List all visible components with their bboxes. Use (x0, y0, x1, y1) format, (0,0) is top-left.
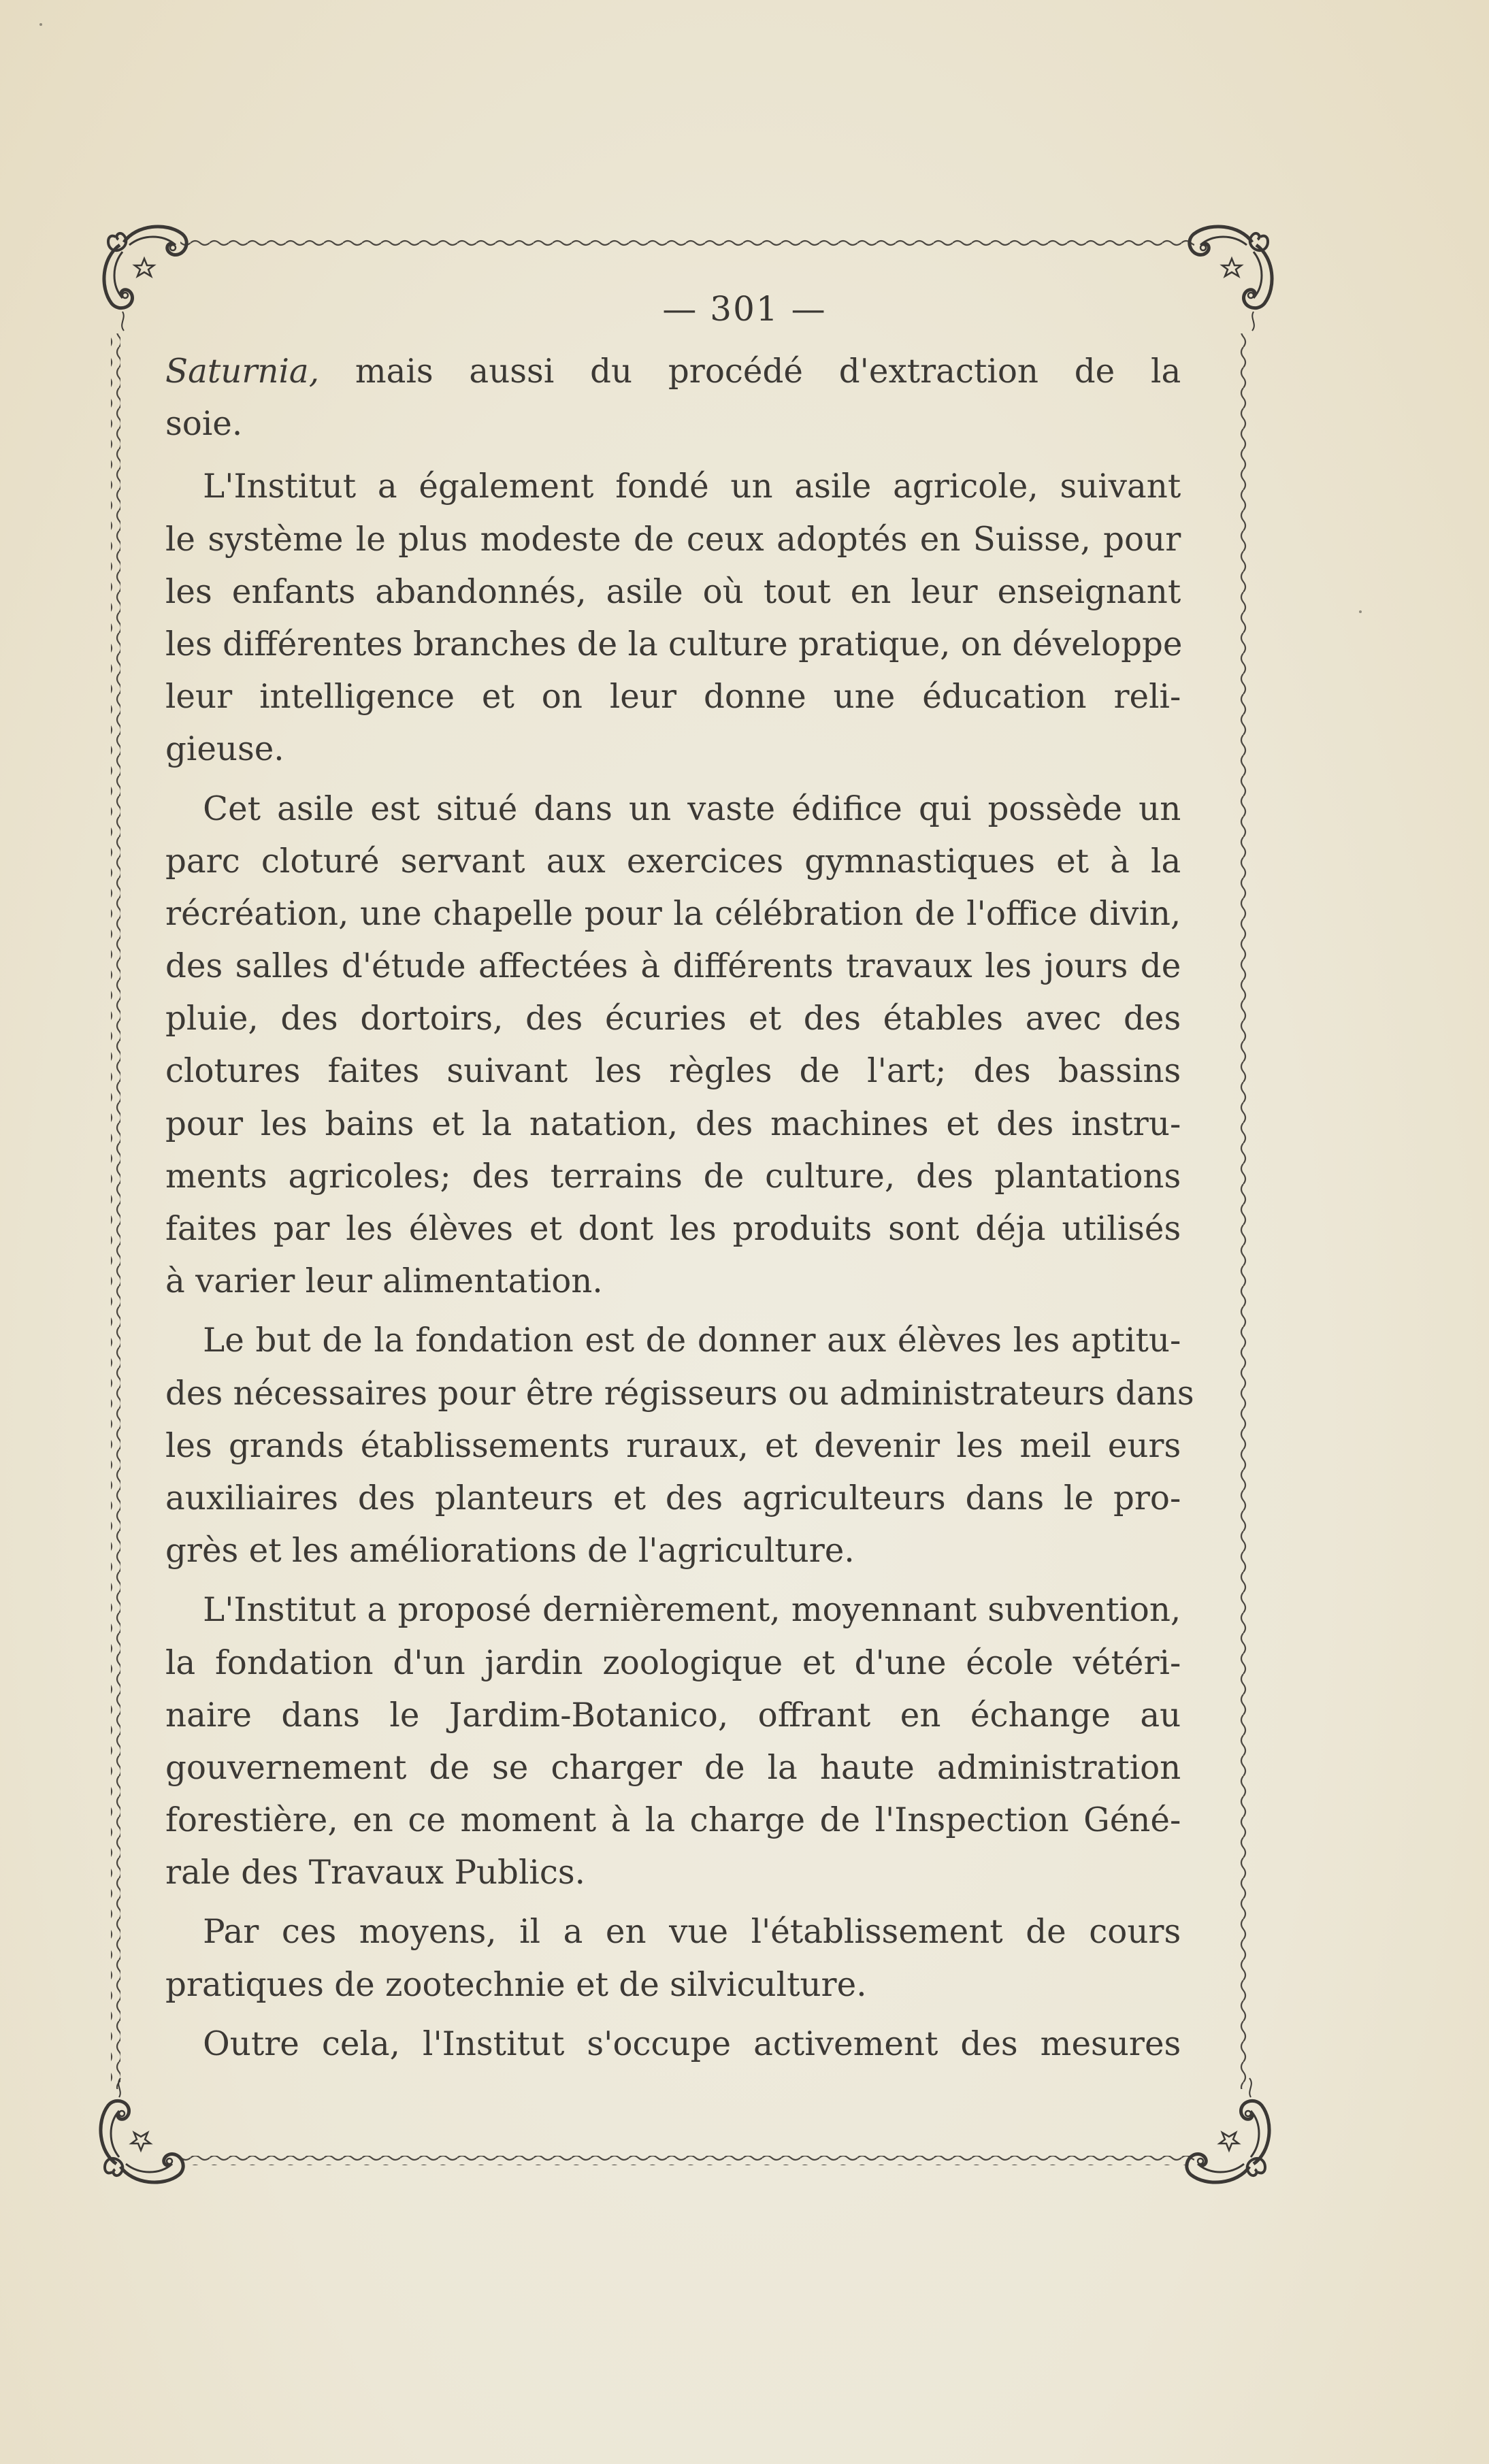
text-line: Saturnia, mais aussi du procédé d'extraction de la (165, 352, 1181, 391)
text-line: la fondation d'un jardin zoologique et d'une école vétéri- (165, 1643, 1181, 1682)
text-line: pratiques de zootechnie et de silviculture. (165, 1965, 867, 2004)
paragraph (165, 2018, 1181, 2070)
paragraph (165, 345, 1181, 450)
text-line: grès et les améliorations de l'agriculture. (165, 1531, 855, 1571)
page-number: — 301 — (662, 289, 827, 329)
body-text (165, 345, 1194, 2070)
text-line: ments agricoles; des terrains de culture, des plantations (165, 1156, 1181, 1196)
scroll-ornament-icon-bottom-left (101, 2078, 183, 2182)
paper-speck (1359, 610, 1362, 613)
paper-speck (39, 23, 42, 26)
top-wavy-border (180, 238, 1194, 248)
paragraph (165, 1314, 1194, 1577)
left-wavy-border (111, 333, 120, 2089)
italic-term: Saturnia, (165, 352, 320, 391)
paragraph (165, 783, 1181, 1308)
text-line: les grands établissements ruraux, et devenir les meil eurs (165, 1426, 1181, 1465)
right-wavy-border (1240, 333, 1249, 2089)
text-line: clotures faites suivant les règles de l'art; des bassins (165, 1051, 1181, 1091)
text-line: les enfants abandonnés, asile où tout en leur enseignant (165, 572, 1181, 611)
paragraph (165, 460, 1181, 775)
scroll-ornament-icon-bottom-right (1187, 2078, 1269, 2182)
text-line: le système le plus modeste de ceux adoptés en Suisse, pour (165, 519, 1181, 559)
paragraph (165, 1905, 1181, 2010)
text-line: faites par les élèves et dont les produits sont déja utilisés (165, 1209, 1181, 1248)
text-line: rale des Travaux Publics. (165, 1853, 585, 1892)
text-line: les différentes branches de la culture pratique, on développe (165, 624, 1183, 663)
text-line: récréation, une chapelle pour la célébration de l'office divin, (165, 893, 1181, 933)
text-line: naire dans le Jardim-Botanico, offrant en échange au (165, 1695, 1181, 1735)
text-line: gieuse. (165, 729, 284, 769)
text-line: Par ces moyens, il a en vue l'établissement de cours (203, 1912, 1181, 1952)
text-line: Le but de la fondation est de donner aux élèves les aptitu- (203, 1321, 1181, 1360)
paragraph (165, 1583, 1181, 1899)
text-line: forestière, en ce moment à la charge de l'Inspection Géné- (165, 1801, 1181, 1840)
text-line: Cet asile est situé dans un vaste édifice qui possède un (203, 789, 1181, 828)
text-line: pluie, des dortoirs, des écuries et des étables avec des (165, 999, 1181, 1038)
text-line: Outre cela, l'Institut s'occupe activement des mesures (203, 2024, 1181, 2063)
text-line: soie. (165, 404, 243, 444)
bottom-wavy-border (180, 2156, 1194, 2165)
text-line: des salles d'étude affectées à différents travaux les jours de (165, 947, 1181, 986)
text-line: gouvernement de se charger de la haute administration (165, 1747, 1181, 1787)
text-line: pour les bains et la natation, des machines et des instru- (165, 1104, 1181, 1143)
text-line: L'Institut a proposé dernièrement, moyennant subvention, (203, 1590, 1181, 1630)
text-line: parc cloturé servant aux exercices gymnastiques et à la (165, 841, 1181, 881)
text-line: L'Institut a également fondé un asile agricole, suivant (203, 467, 1181, 506)
text-line: leur intelligence et on leur donne une éducation reli- (165, 677, 1181, 717)
text-line: des nécessaires pour être régisseurs ou administrateurs dans (165, 1373, 1194, 1413)
text-line: auxiliaires des planteurs et des agriculteurs dans le pro- (165, 1478, 1181, 1517)
text-line: à varier leur alimentation. (165, 1262, 603, 1301)
